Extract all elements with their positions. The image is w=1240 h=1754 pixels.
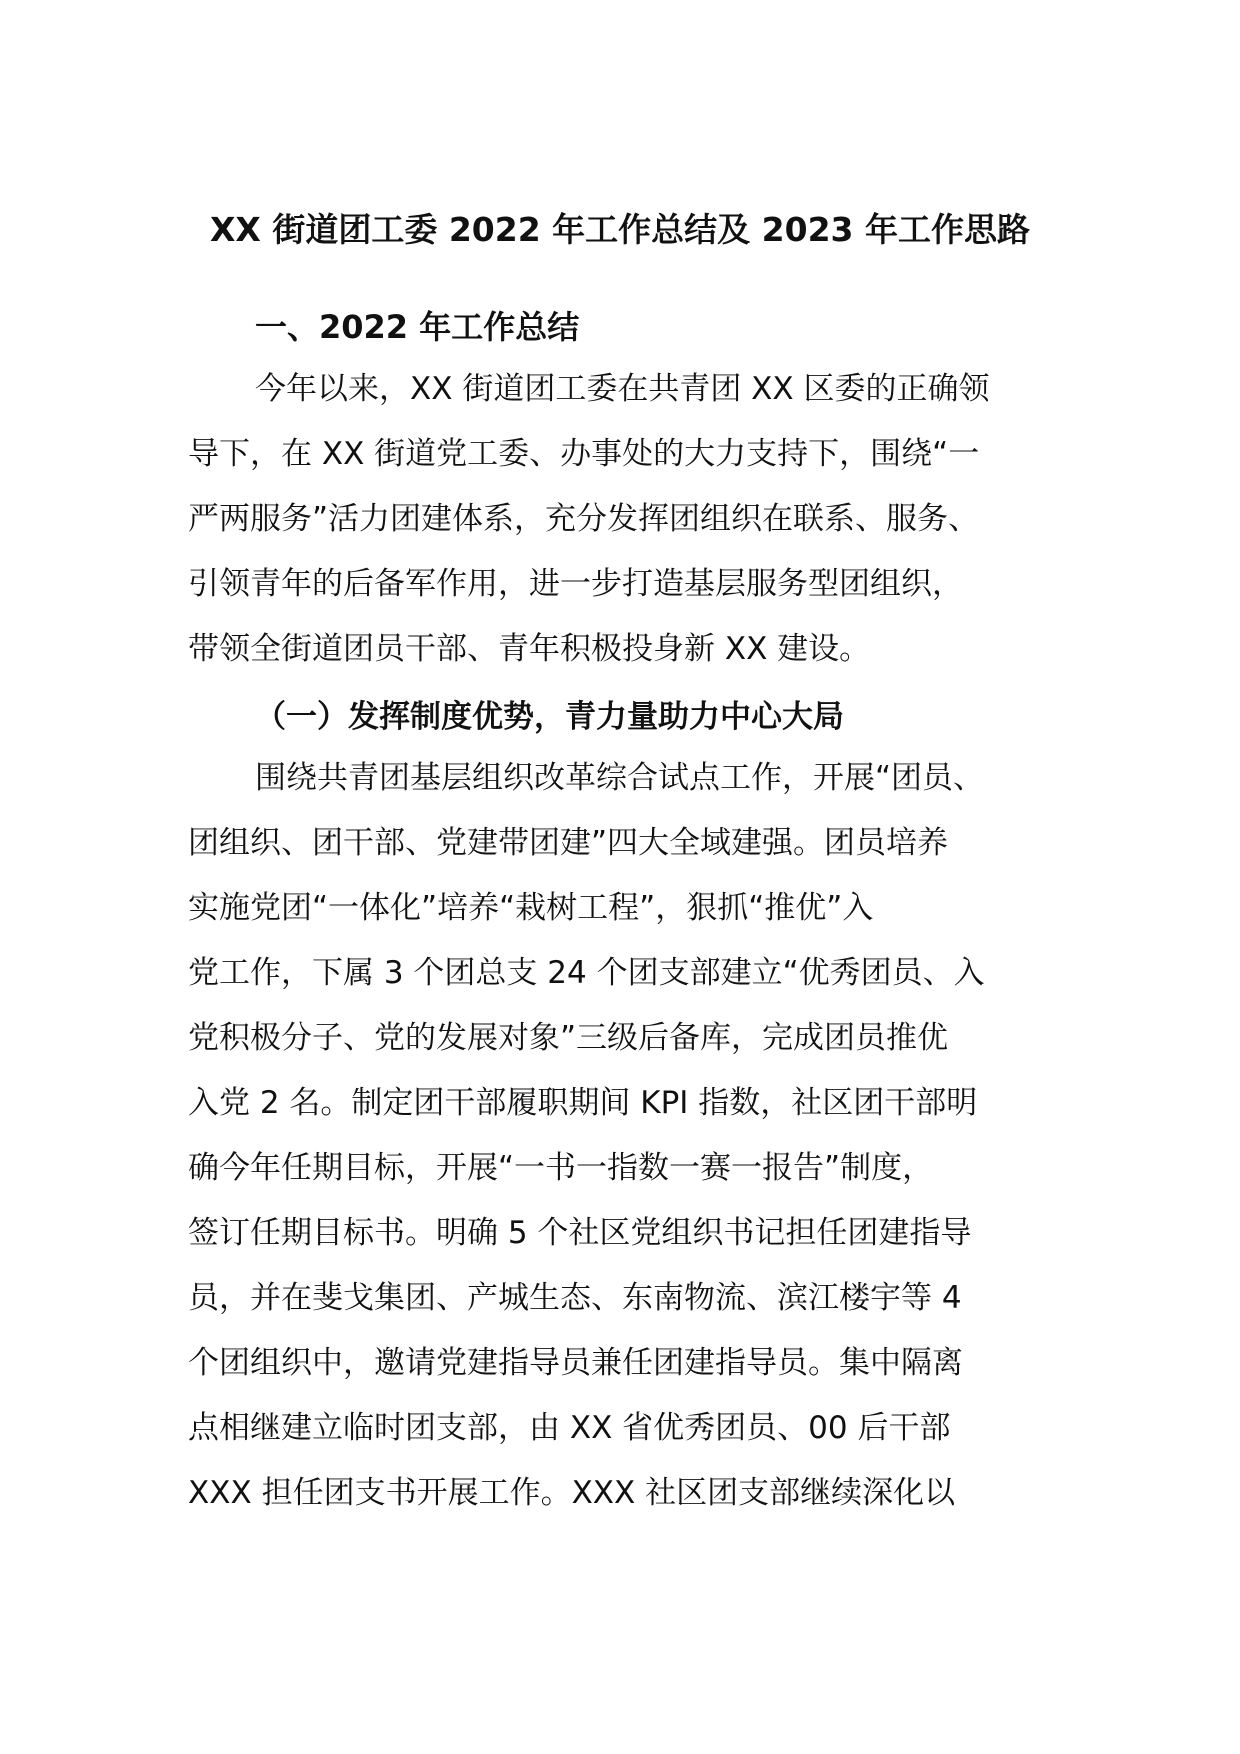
paragraph-line: 带领全街道团员干部、青年积极投身新 XX 建设。	[188, 631, 871, 667]
paragraph-line: 点相继建立临时团支部，由 XX 省优秀团员、00 后干部	[188, 1410, 951, 1446]
section-heading-2022-summary: 一、2022 年工作总结	[255, 308, 580, 346]
paragraph-line: 导下，在 XX 街道党工委、办事处的大力支持下，围绕“一	[188, 436, 980, 472]
paragraph-line: 员，并在斐戈集团、产城生态、东南物流、滨江楼宇等 4	[188, 1280, 962, 1316]
paragraph-line: 今年以来，XX 街道团工委在共青团 XX 区委的正确领	[255, 371, 990, 407]
paragraph-line: 确今年任期目标，开展“一书一指数一赛一报告”制度，	[188, 1150, 934, 1186]
paragraph-line: 引领青年的后备军作用，进一步打造基层服务型团组织，	[188, 566, 963, 602]
paragraph-line: 入党 2 名。制定团干部履职期间 KPI 指数，社区团干部明	[188, 1085, 978, 1121]
paragraph-line: 签订任期目标书。明确 5 个社区党组织书记担任团建指导	[188, 1215, 972, 1251]
paragraph-line: 党工作，下属 3 个团总支 24 个团支部建立“优秀团员、入	[188, 955, 985, 991]
paragraph-line: 实施党团“一体化”培养“栽树工程”，狠抓“推优”入	[188, 890, 874, 926]
paragraph-line: XXX 担任团支书开展工作。XXX 社区团支部继续深化以	[188, 1475, 956, 1511]
subsection-heading-1: （一）发挥制度优势，青力量助力中心大局	[255, 699, 844, 735]
document-title: XX 街道团工委 2022 年工作总结及 2023 年工作思路	[209, 210, 1031, 249]
paragraph-subsection-1	[188, 746, 1068, 1526]
paragraph-line: 团组织、团干部、党建带团建”四大全域建强。团员培养	[188, 825, 949, 861]
paragraph-line: 围绕共青团基层组织改革综合试点工作，开展“团员、	[255, 760, 985, 796]
paragraph-line: 严两服务”活力团建体系，充分发挥团组织在联系、服务、	[188, 501, 980, 537]
paragraph-line: 个团组织中，邀请党建指导员兼任团建指导员。集中隔离	[188, 1345, 963, 1381]
paragraph-line: 党积极分子、党的发展对象”三级后备库，完成团员推优	[188, 1020, 949, 1056]
paragraph-intro	[188, 357, 1068, 682]
